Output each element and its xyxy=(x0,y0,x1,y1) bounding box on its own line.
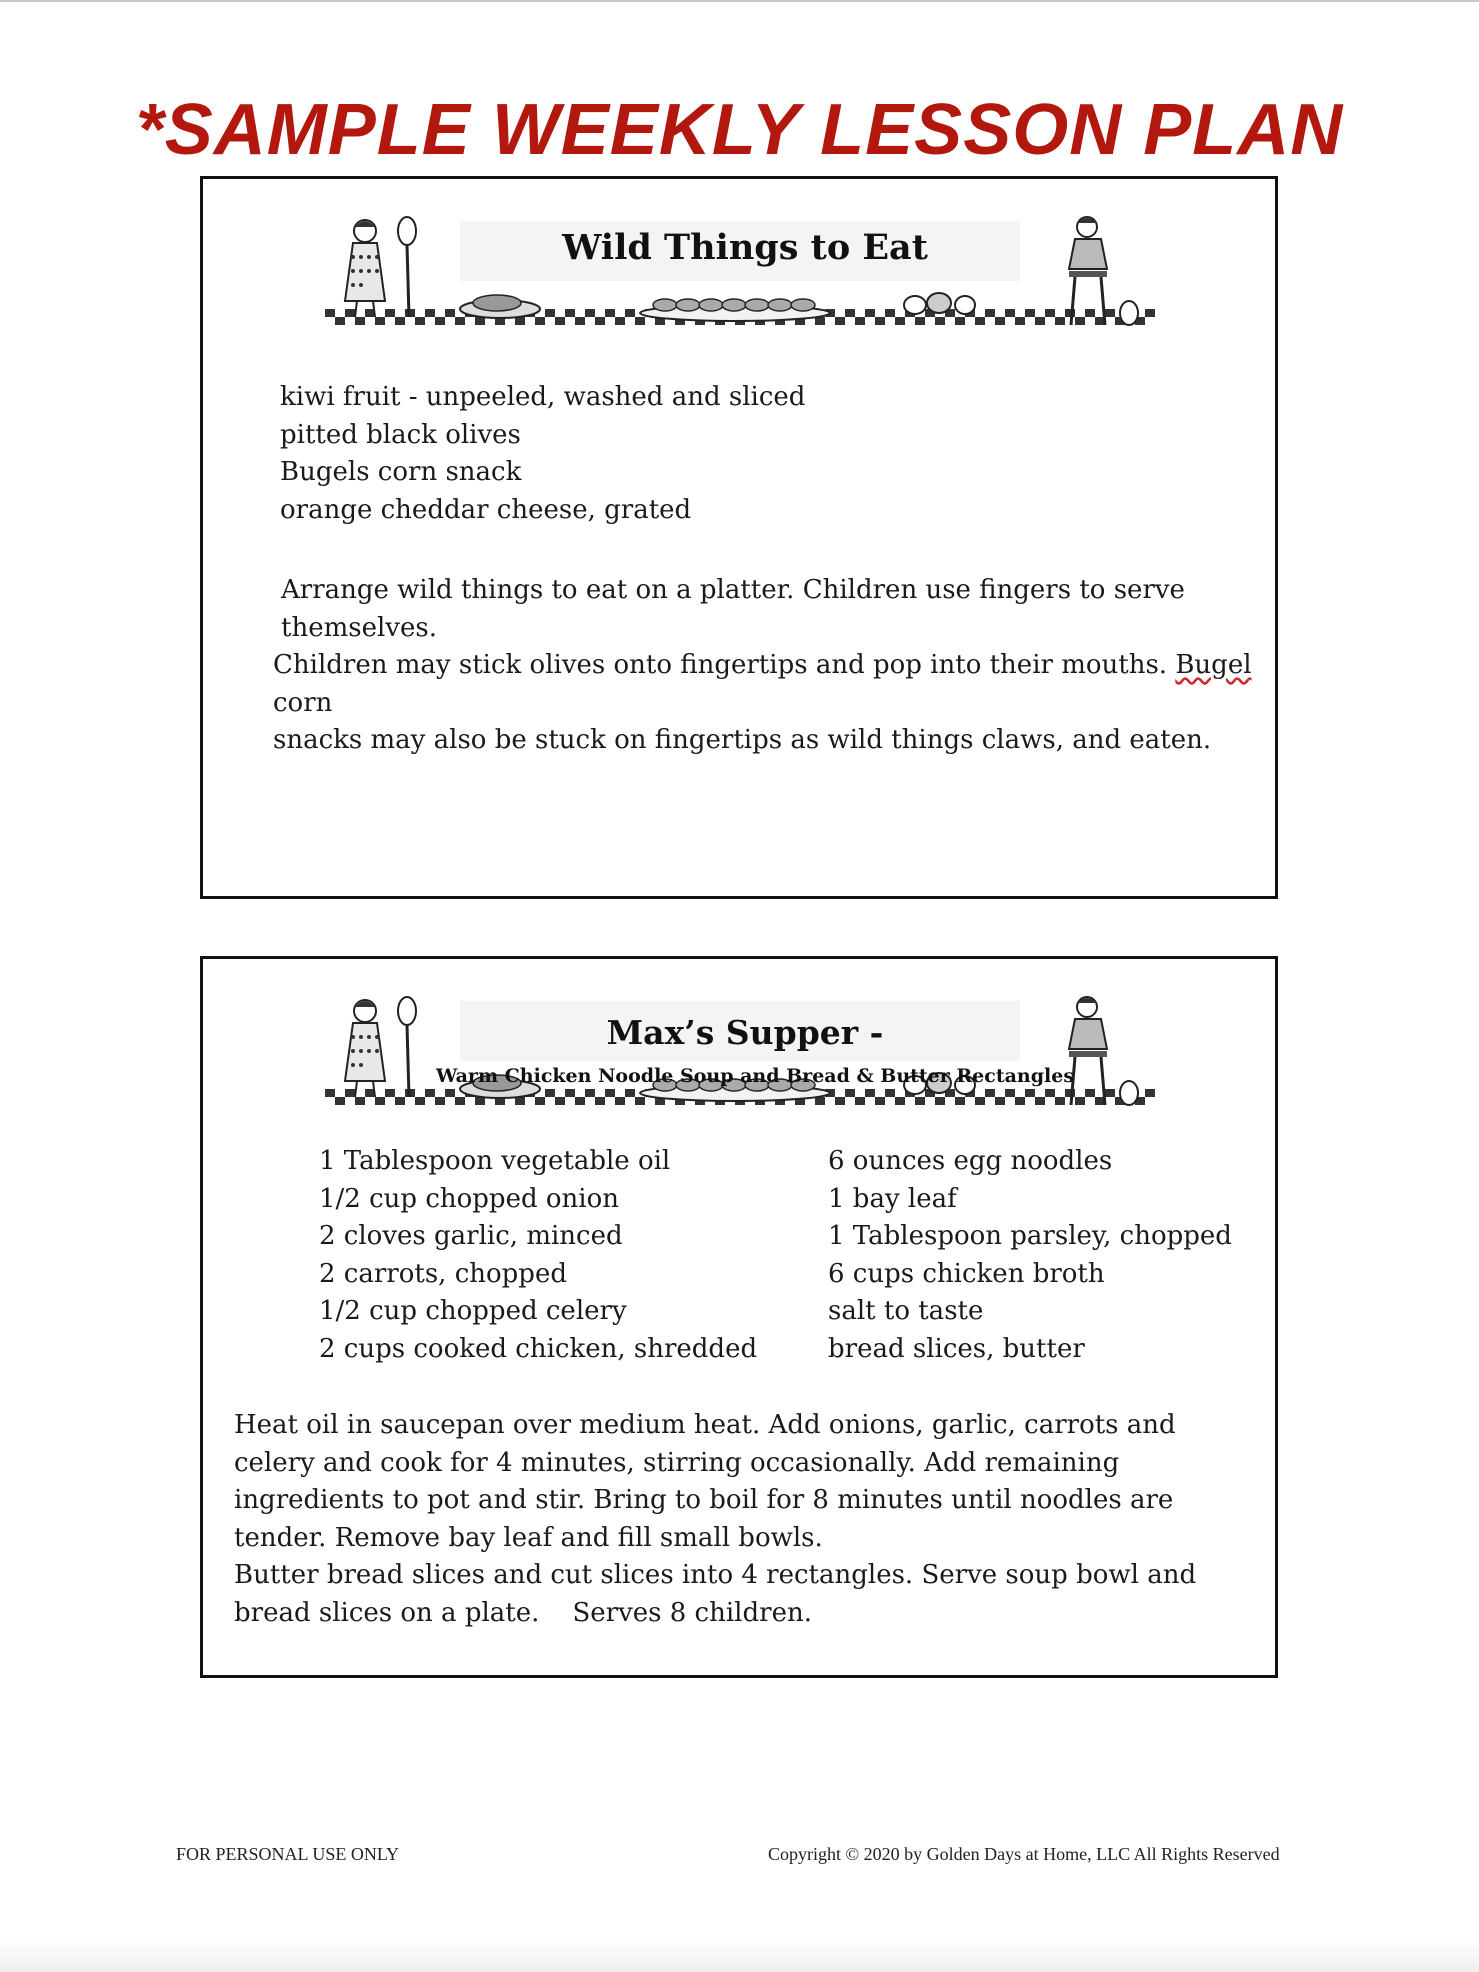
ingredient-item: Bugels corn snack xyxy=(280,457,522,487)
page-title: *SAMPLE WEEKLY LESSON PLAN xyxy=(135,90,1344,170)
ingredient-item: 6 ounces egg noodles xyxy=(828,1146,1113,1176)
recipe-subtitle: Warm Chicken Noodle Soup and Bread & Butter Rectangles xyxy=(435,1065,1075,1087)
ingredient-item: pitted black olives xyxy=(280,419,521,450)
instruction-paragraph: Butter bread slices and cut slices into 4 rectangles. Serve soup bowl and bread slices on a plate. Serves 8 children. xyxy=(234,1560,1205,1628)
ingredient-item: salt to taste xyxy=(828,1296,984,1326)
instruction-text: Children may stick olives onto fingertips and pop into their mouths. xyxy=(273,650,1176,680)
child-on-stool-icon xyxy=(1069,217,1138,325)
ingredient-item: 1 Tablespoon vegetable oil xyxy=(319,1146,671,1176)
ingredient-item: kiwi fruit - unpeeled, washed and sliced xyxy=(280,382,806,412)
chicken-platter-icon xyxy=(460,295,540,318)
ingredient-list xyxy=(280,379,805,529)
ingredient-item: 1 Tablespoon parsley, chopped xyxy=(828,1221,1232,1251)
footer-personal-use: FOR PERSONAL USE ONLY xyxy=(176,1844,400,1864)
recipe-card-wild-things xyxy=(200,176,1278,899)
top-border xyxy=(0,0,1479,2)
instruction-line: snacks may also be stuck on fingertips as wild things claws, and eaten. xyxy=(273,725,1212,755)
ingredient-item: 1/2 cup chopped celery xyxy=(319,1296,627,1326)
eggs-icon xyxy=(904,293,975,314)
instruction-line xyxy=(273,647,1253,722)
page-bottom-edge xyxy=(0,1938,1479,1972)
recipe-title: Max’s Supper - xyxy=(606,1013,884,1052)
ingredient-item: 6 cups chicken broth xyxy=(828,1258,1105,1289)
recipe-banner xyxy=(325,993,1155,1123)
footer-copyright: Copyright © 2020 by Golden Days at Home, LLC All Rights Reserved xyxy=(768,1844,1280,1864)
spellcheck-flagged-word: Bugel xyxy=(1175,650,1252,680)
recipe-instructions xyxy=(234,1407,1254,1632)
child-on-stool-icon xyxy=(1069,997,1138,1105)
instruction-text: corn xyxy=(273,687,333,718)
ingredient-item: 2 carrots, chopped xyxy=(319,1258,567,1289)
recipe-title: Wild Things to Eat xyxy=(562,227,928,268)
instruction-paragraph: Heat oil in saucepan over medium heat. Add onions, garlic, carrots and celery and cook for 4 minutes, stirring occasionally. Add remaining ingredients to pot and stir. Bring to boil for 8 minutes until noodles are tender. Remove bay leaf and fill small bowls. xyxy=(234,1410,1176,1553)
ingredient-item: orange cheddar cheese, grated xyxy=(280,494,692,525)
bread-platter-icon xyxy=(640,299,830,321)
ingredient-item: 2 cups cooked chicken, shredded xyxy=(319,1333,758,1364)
instruction-line: Arrange wild things to eat on a platter. Children use fingers to serve themselves. xyxy=(281,575,1185,643)
recipe-instructions xyxy=(273,572,1253,760)
recipe-banner xyxy=(325,213,1155,343)
ingredient-item: 1/2 cup chopped onion xyxy=(319,1183,619,1214)
ingredient-item: bread slices, butter xyxy=(828,1333,1085,1364)
ingredient-item: 2 cloves garlic, minced xyxy=(319,1221,623,1251)
ingredient-list-right xyxy=(828,1143,1232,1368)
ingredient-list-left xyxy=(319,1143,757,1368)
girl-with-spoon-icon xyxy=(345,217,416,317)
recipe-card-maxs-supper xyxy=(200,956,1278,1678)
ingredient-item: 1 bay leaf xyxy=(828,1183,957,1214)
